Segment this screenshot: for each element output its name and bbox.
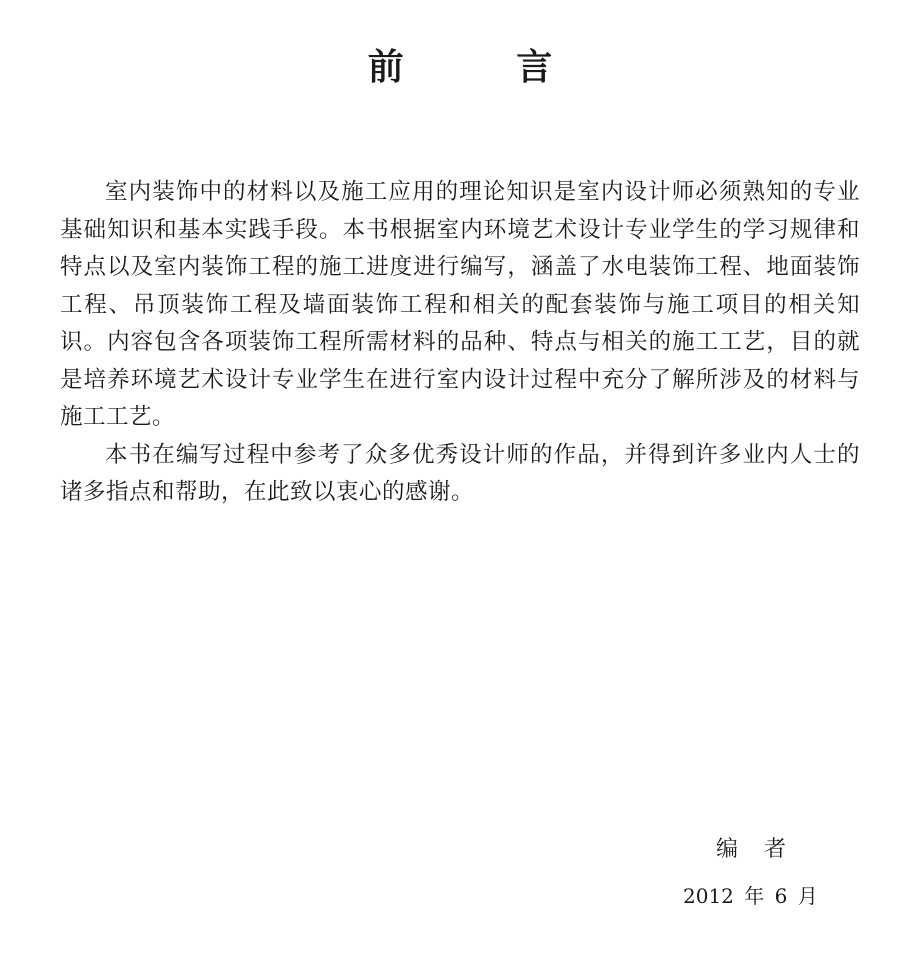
author-signature: 编者 — [716, 837, 813, 862]
page-title: 前 言 — [367, 47, 603, 88]
preface-body — [60, 174, 860, 512]
paragraph-1: 室内装饰中的材料以及施工应用的理论知识是室内设计师必须熟知的专业基础知识和基本实践手段。本书根据室内环境艺术设计专业学生的学习规律和特点以及室内装饰工程的施工进度进行编写，涵盖了水电装饰工程、地面装饰工程、吊顶装饰工程及墙面装饰工程和相关的配套装饰与施工项目的相关知识。内容包含各项装饰工程所需材料的品种、特点与相关的施工工艺，目的就是培养环境艺术设计专业学生在进行室内设计过程中充分了解所涉及的材料与施工工艺。 — [60, 179, 860, 430]
paragraph-2: 本书在编写过程中参考了众多优秀设计师的作品，并得到许多业内人士的诸多指点和帮助，在此致以衷心的感谢。 — [60, 441, 860, 505]
publication-date: 2012 年 6 月 — [683, 884, 818, 908]
